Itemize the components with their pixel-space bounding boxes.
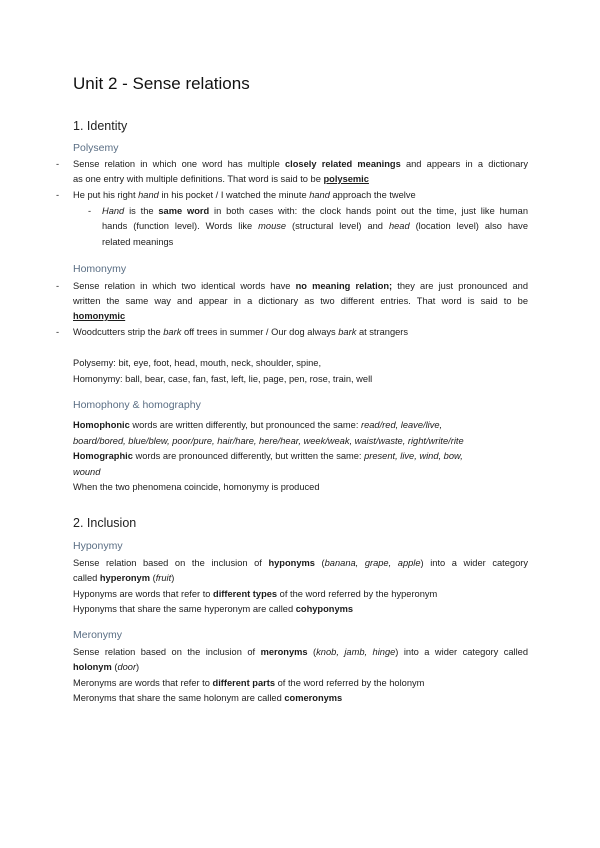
polysemy-definition-line-1: Sense relation in which one word has multiple closely related meanings and appears in a dictionary xyxy=(73,159,528,169)
meronymy-line-4: Meronyms that share the same holonym are called comeronyms xyxy=(73,693,343,703)
homography-line-1: Homographic words are pronounced differently, but written the same: present, live, wind, bow, xyxy=(73,451,463,461)
polysemy-note-line-3: related meanings xyxy=(102,237,174,247)
subheading-homonymy: Homonymy xyxy=(73,263,127,275)
homonymy-definition-line-2: written the same way and appear in a dictionary as two different entries. That word is said to be xyxy=(73,296,528,306)
homonymy-definition-line-1: Sense relation in which two identical words have no meaning relation; they are just pronounced and xyxy=(73,281,528,291)
homophony-line-2: board/bored, blue/blew, poor/pure, hair/hare, here/hear, week/weak, waist/waste, right/write/rite xyxy=(73,436,464,446)
meronymy-line-1: Sense relation based on the inclusion of meronyms (knob, jamb, hinge) into a wider category called xyxy=(73,647,528,657)
meronymy-line-3: Meronyms are words that refer to different parts of the word referred by the holonym xyxy=(73,678,425,688)
homonymy-coincide-note: When the two phenomena coincide, homonymy is produced xyxy=(73,482,320,492)
hyponymy-line-2: called hyperonym (fruit) xyxy=(73,573,175,583)
hyponymy-line-3: Hyponyms are words that refer to different types of the word referred by the hyperonym xyxy=(73,589,438,599)
section-heading-identity: 1. Identity xyxy=(73,119,128,133)
meronymy-line-2: holonym (door) xyxy=(73,662,140,672)
bullet-dash: - xyxy=(56,281,60,291)
bullet-dash: - xyxy=(56,159,60,169)
page-title: Unit 2 - Sense relations xyxy=(73,74,250,93)
section-heading-inclusion: 2. Inclusion xyxy=(73,516,137,530)
subheading-homophony-homography: Homophony & homography xyxy=(73,399,201,411)
polysemy-definition-line-2: as one entry with multiple definitions. That word is said to be polysemic xyxy=(73,174,369,184)
polysemy-note-line-1: Hand is the same word in both cases with: the clock hands point out the time, just like human xyxy=(102,206,529,216)
bullet-dash: - xyxy=(56,327,60,337)
homography-line-2: wound xyxy=(73,467,101,477)
homonymy-example: Woodcutters strip the bark off trees in summer / Our dog always bark at strangers xyxy=(73,327,409,337)
hyponymy-line-4: Hyponyms that share the same hyperonym are called cohyponyms xyxy=(73,604,354,614)
hyponymy-line-1: Sense relation based on the inclusion of hyponyms (banana, grape, apple) into a wider category xyxy=(73,558,528,568)
subheading-polysemy: Polysemy xyxy=(73,142,119,154)
polysemy-example: He put his right hand in his pocket / I watched the minute hand approach the twelve xyxy=(73,190,416,200)
homonymy-word-list: Homonymy: ball, bear, case, fan, fast, left, lie, page, pen, rose, train, well xyxy=(73,374,373,384)
homophony-line-1: Homophonic words are written differently, but pronounced the same: read/red, leave/live, xyxy=(73,420,443,430)
sub-bullet-dash: - xyxy=(88,206,92,216)
homonymy-definition-line-3: homonymic xyxy=(73,311,126,321)
polysemy-note-line-2: hands (function level). Words like mouse (structural level) and head (location level) also have xyxy=(102,221,528,231)
subheading-meronymy: Meronymy xyxy=(73,629,123,641)
polysemy-word-list: Polysemy: bit, eye, foot, head, mouth, neck, shoulder, spine, xyxy=(73,358,322,368)
bullet-dash: - xyxy=(56,190,60,200)
subheading-hyponymy: Hyponymy xyxy=(73,540,123,552)
